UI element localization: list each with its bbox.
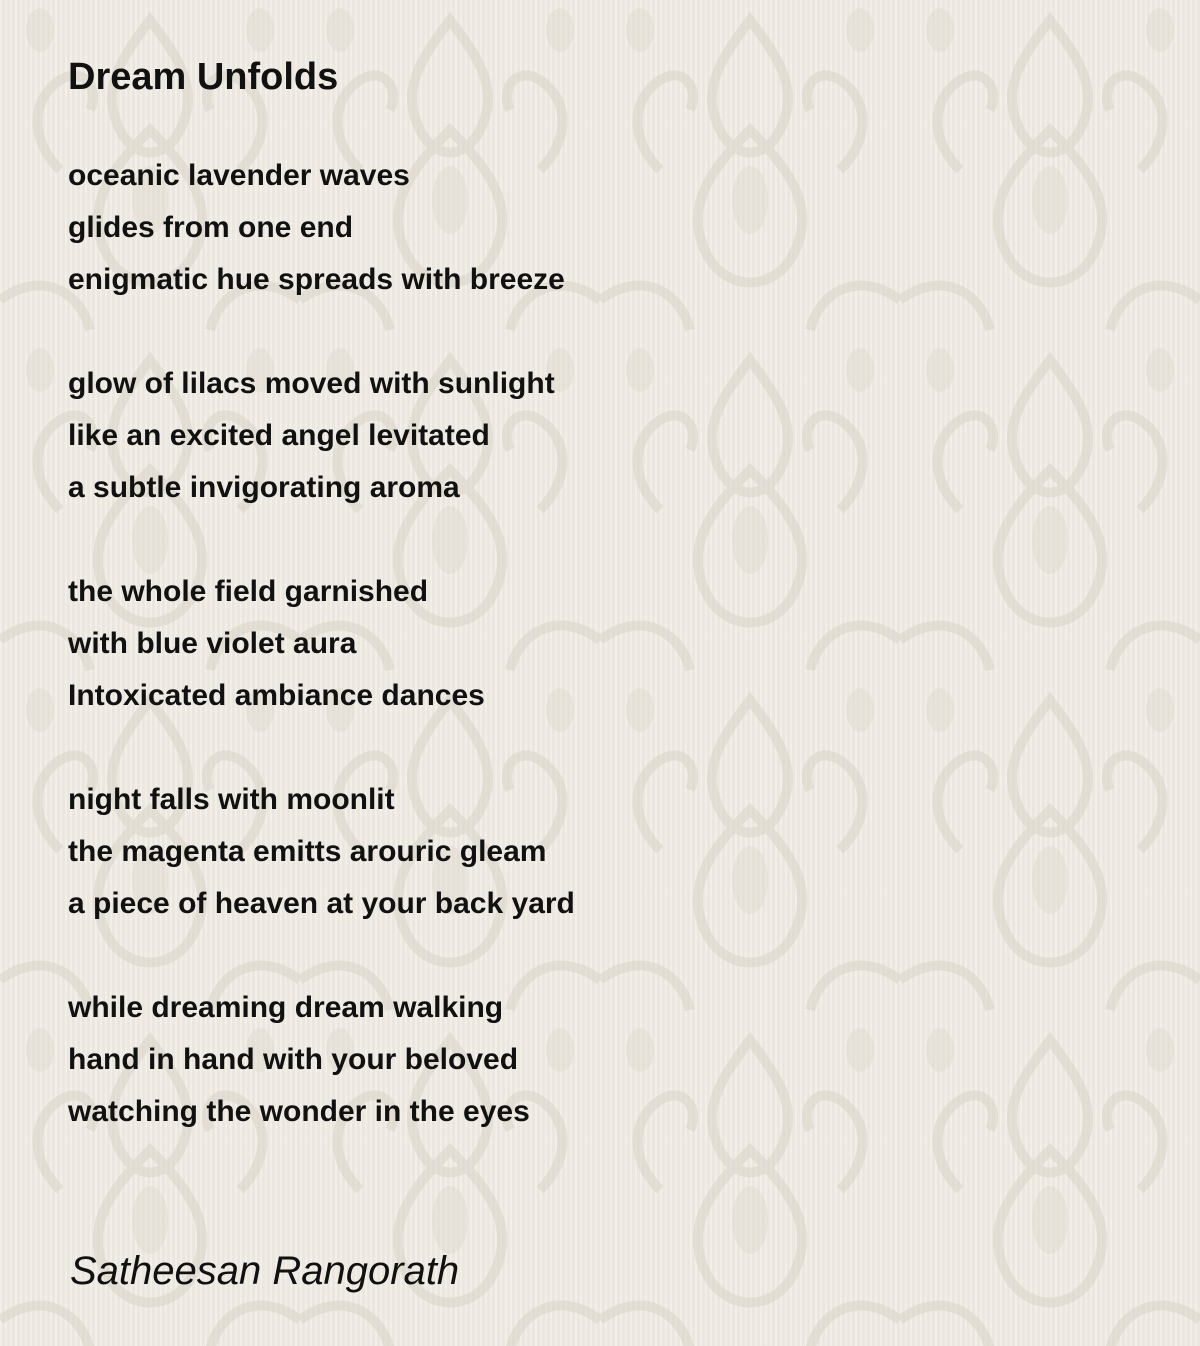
poem-line: glides from one end: [68, 211, 354, 244]
poem-line: the magenta emitts arouric gleam: [68, 835, 547, 868]
poem-line: Intoxicated ambiance dances: [68, 679, 485, 712]
poem-line: with blue violet aura: [68, 627, 357, 660]
stanza: [68, 982, 1068, 1138]
poem-line: night falls with moonlit: [68, 783, 395, 816]
poem-line: oceanic lavender waves: [68, 159, 410, 192]
poem-line: glow of lilacs moved with sunlight: [68, 367, 555, 400]
poem-title: Dream Unfolds: [68, 56, 339, 98]
poem-line: watching the wonder in the eyes: [68, 1095, 530, 1128]
poem-line: hand in hand with your beloved: [68, 1043, 519, 1076]
stanza: [68, 774, 1068, 930]
poem-author: Satheesan Rangorath: [70, 1249, 460, 1293]
poem-line: like an excited angel levitated: [68, 419, 490, 452]
stanza: [68, 150, 1068, 306]
stanza: [68, 566, 1068, 722]
stanza: [68, 358, 1068, 514]
poem-line: while dreaming dream walking: [68, 991, 504, 1024]
poem-line: enigmatic hue spreads with breeze: [68, 263, 565, 296]
poem-line: a piece of heaven at your back yard: [68, 887, 575, 920]
poem-line: a subtle invigorating aroma: [68, 471, 460, 504]
poem-line: the whole field garnished: [68, 575, 429, 608]
poem-body: [68, 150, 1068, 1190]
